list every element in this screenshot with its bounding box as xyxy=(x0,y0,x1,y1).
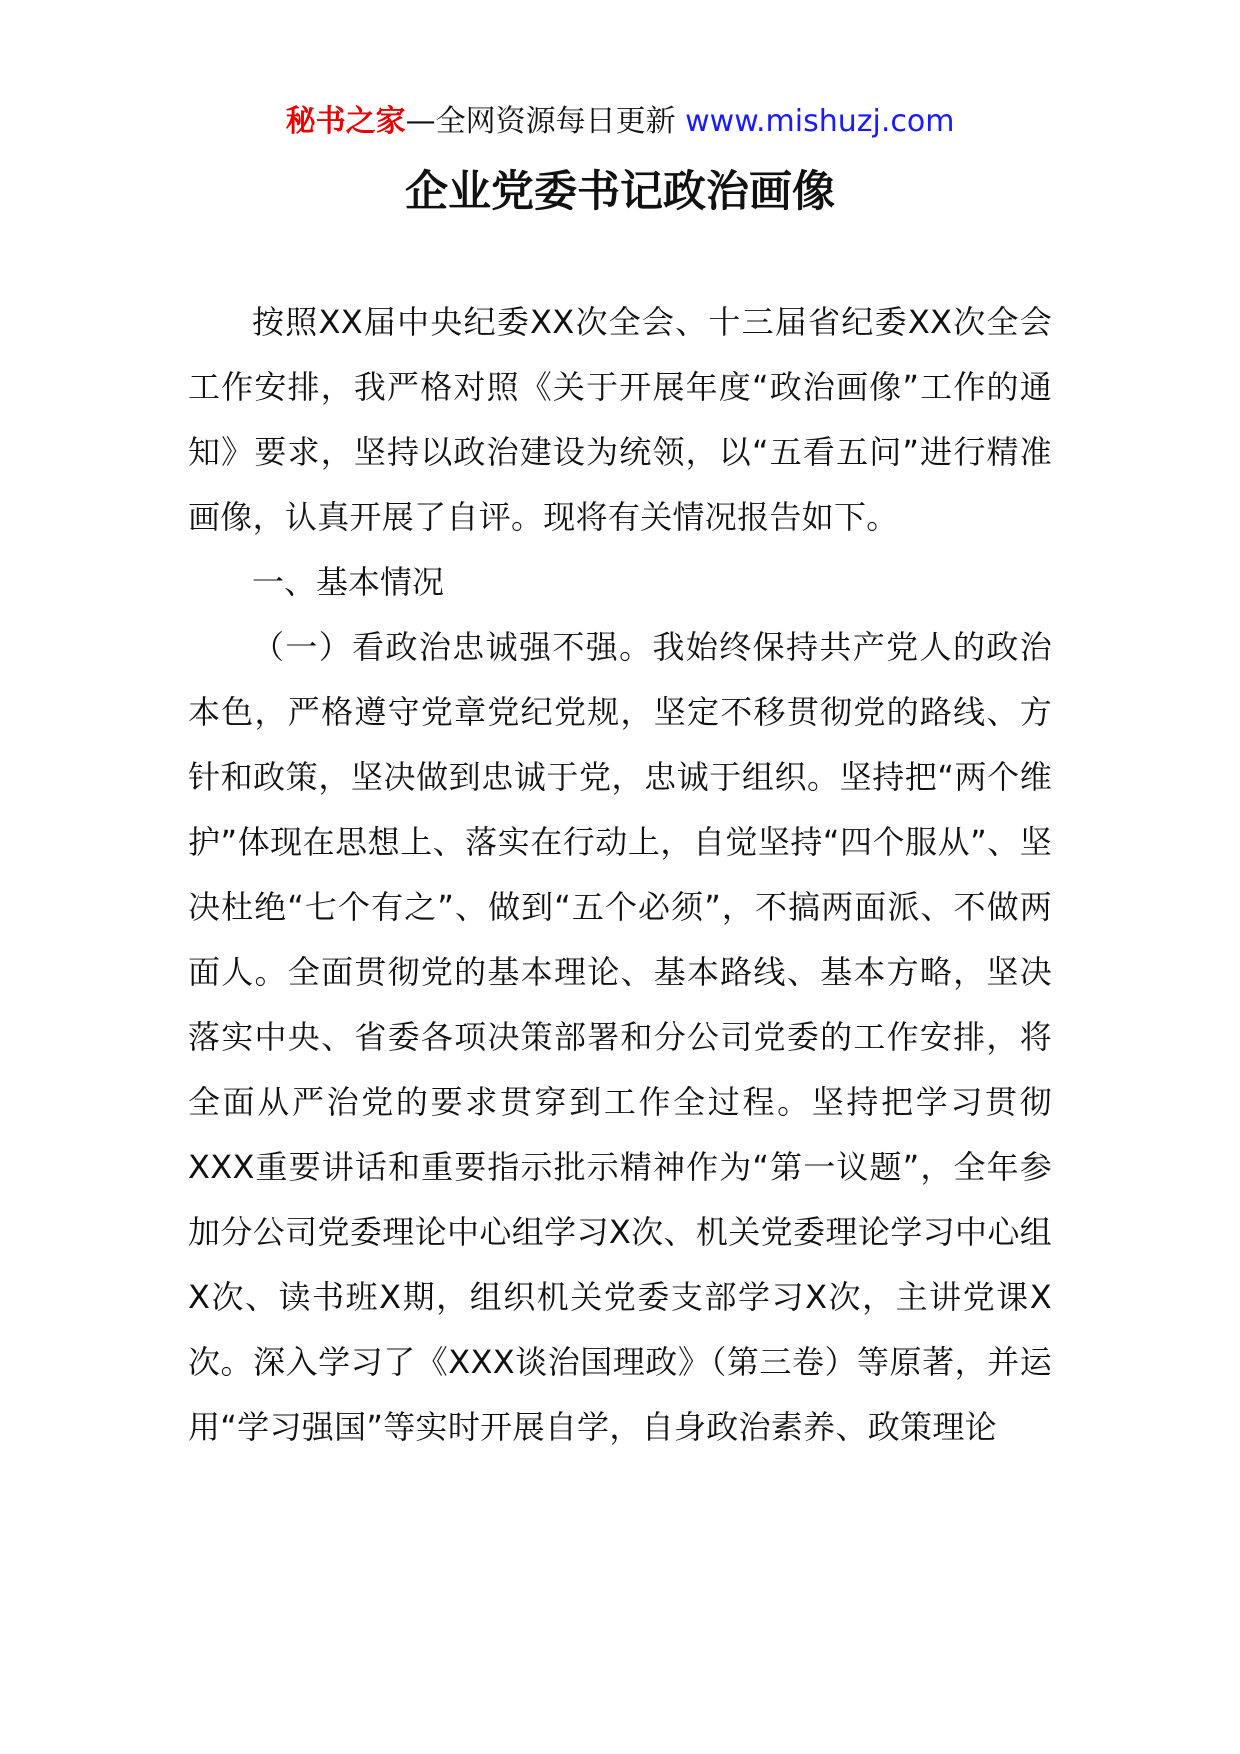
document-title: 企业党委书记政治画像 xyxy=(405,167,835,217)
document-body xyxy=(188,290,1052,1460)
body-paragraph: （一）看政治忠诚强不强。我始终保持共产党人的政治本色，严格遵守党章党纪党规，坚定不移贯彻党的路线、方针和政策，坚决做到忠诚于党，忠诚于组织。坚持把“两个维护”体现在思想上、落实在行动上，自觉坚持“四个服从”、坚决杜绝“七个有之”、做到“五个必须”，不搞两面派、不做两面人。全面贯彻党的基本理论、基本路线、基本方略，坚决落实中央、省委各项决策部署和分公司党委的工作安排，将全面从严治党的要求贯穿到工作全过程。坚持把学习贯彻XXX重要讲话和重要指示批示精神作为“第一议题”，全年参加分公司党委理论中心组学习X次、机关党委理论学习中心组X次、读书班X期，组织机关党委支部学习X次，主讲党课X次。深入学习了《XXX谈治国理政》（第三卷）等原著，并运用“学习强国”等实时开展自学，自身政治素养、政策理论 xyxy=(188,628,1052,1446)
intro-paragraph: 按照XX届中央纪委XX次全会、十三届省纪委XX次全会工作安排，我严格对照《关于开展年度“政治画像”工作的通知》要求，坚持以政治建设为统领，以“五看五问”进行精准画像，认真开展了自评。现将有关情况报告如下。 xyxy=(188,303,1052,536)
section-heading: 一、基本情况 xyxy=(252,563,445,601)
header-slogan: —全网资源每日更新 xyxy=(405,104,676,139)
header-banner xyxy=(0,100,1240,144)
website-url[interactable]: www.mishuzj.com xyxy=(685,104,955,139)
brand-name: 秘书之家 xyxy=(285,104,406,139)
